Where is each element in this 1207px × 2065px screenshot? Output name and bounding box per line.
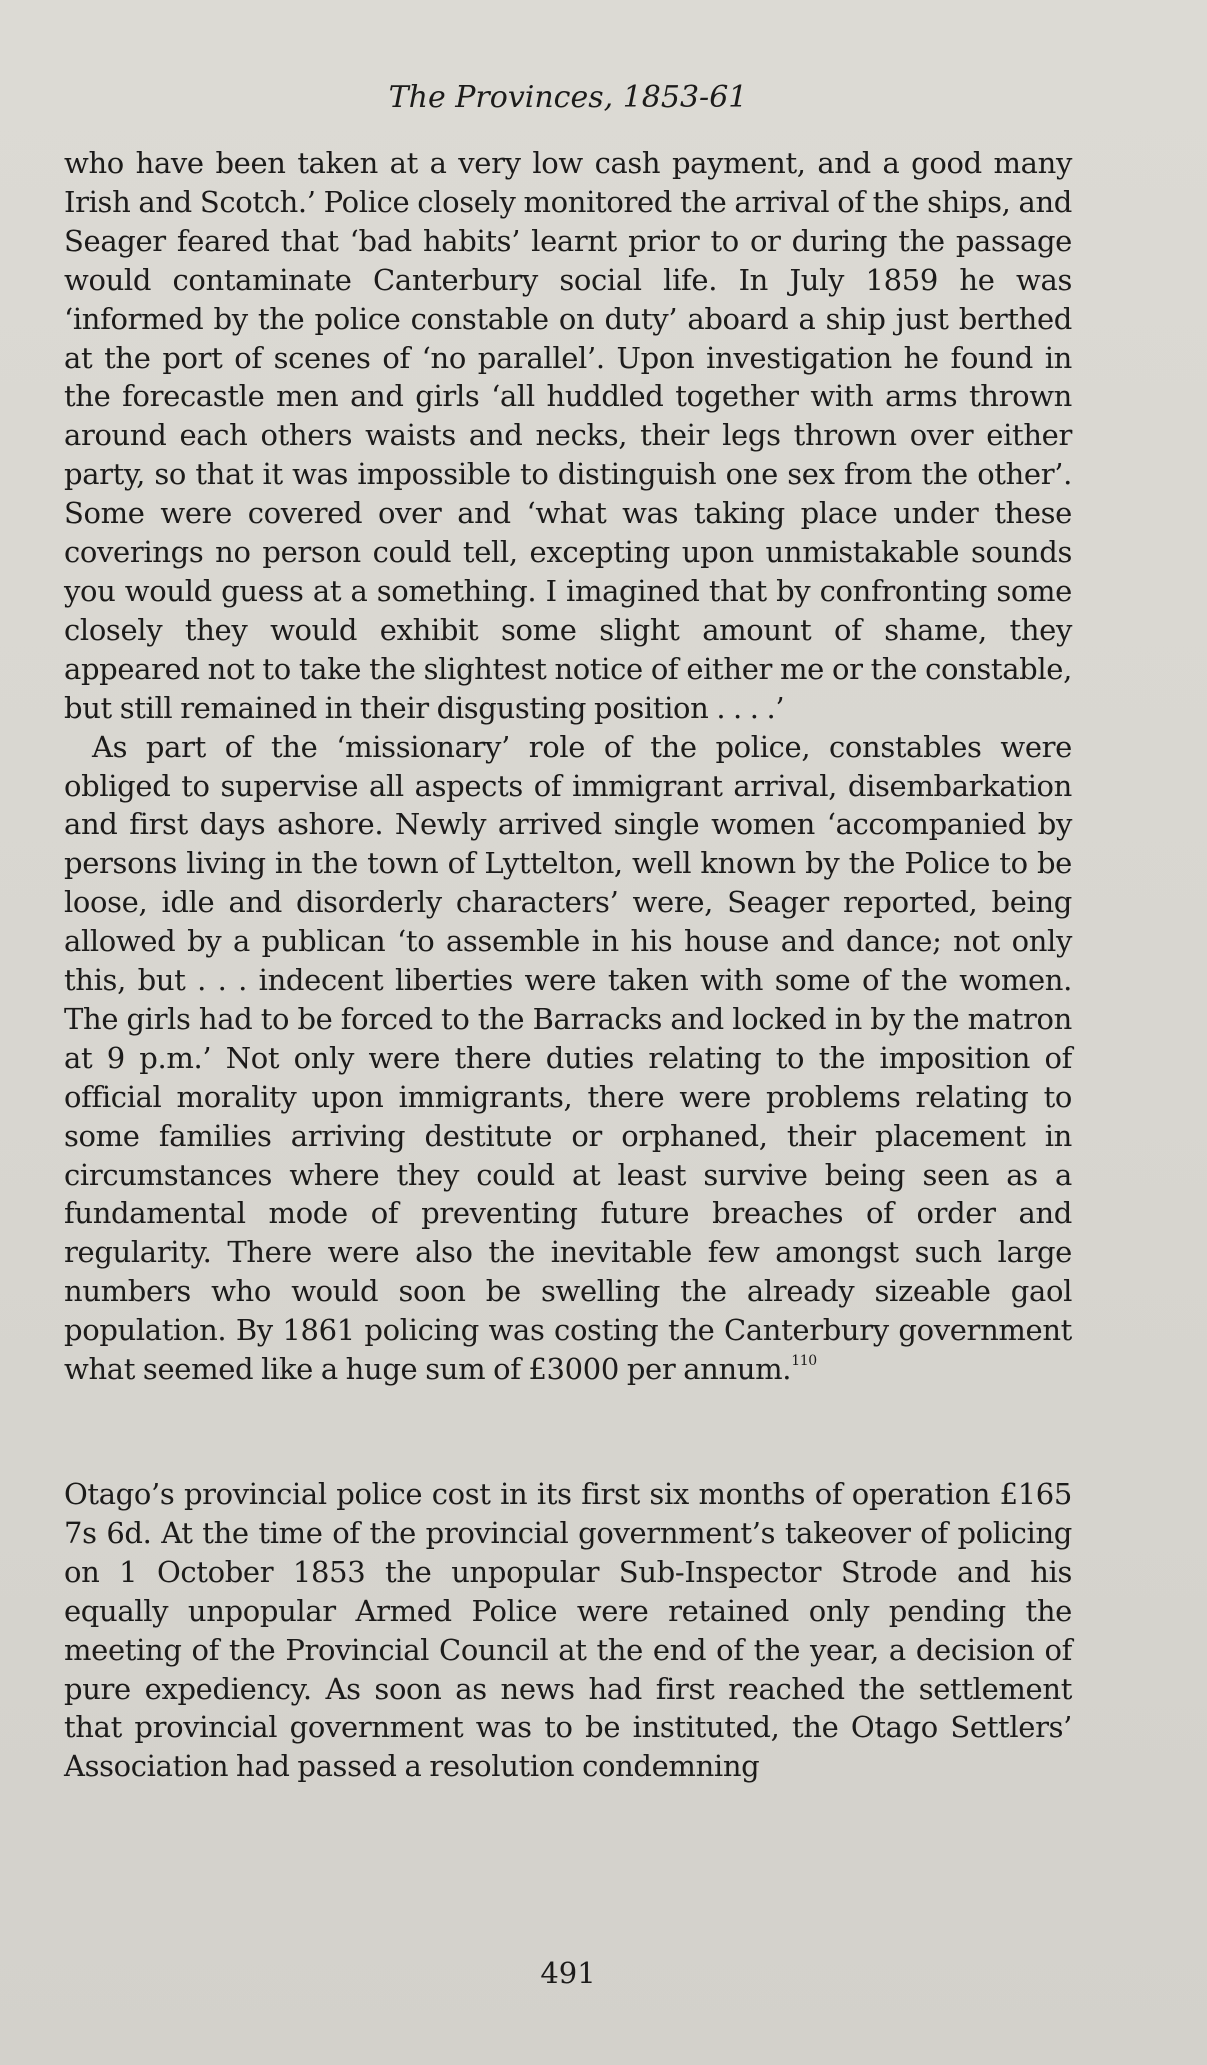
running-head: The Provinces, 1853-61 (388, 80, 748, 115)
section-break (64, 1389, 1072, 1475)
page-number: 491 (540, 1956, 596, 1990)
body-text (64, 144, 1072, 1786)
paragraph-1: who have been taken at a very low cash payment, and a good many Irish and Scotch.’ Police closely monitored the arrival of the ships, and Seager feared that ‘bad habits’ learnt prior to or during the passage would contaminate Canterbury social life. In July 1859 he was ‘informed by the police constable on duty’ aboard a ship just berthed at the port of scenes of ‘no parallel’. Upon investigation he found in the forecastle men and girls ‘all huddled together with arms thrown around each others waists and necks, their legs thrown over either party, so that it was impossible to distinguish one sex from the other’. Some were covered over and ‘what was taking place under these coverings no person could tell, excepting upon unmistakable sounds you would guess at a something. I imagined that by confronting some closely they would exhibit some slight amount of shame, they appeared not to take the slightest notice of either me or the constable, but still remained in their disgusting position . . . .’ (64, 146, 1072, 725)
paragraph-2-text: As part of the ‘missionary’ role of the police, constables were obliged to supervise all aspects of immigrant arrival, disembarkation and first days ashore. Newly arrived single women ‘accompanied by persons living in the town of Lyttelton, well known by the Police to be loose, idle and disorderly characters’ were, Seager reported, being allowed by a publican ‘to assemble in his house and dance; not only this, but . . . indecent liberties were taken with some of the women. The girls had to be forced to the Barracks and locked in by the matron at 9 p.m.’ Not only were there duties relating to the imposition of official morality upon immigrants, there were problems relating to some families arriving destitute or orphaned, their placement in circumstances where they could at least survive being seen as a fundamental mode of preventing future breaches of order and regularity. There were also the inevitable few amongst such large numbers who would soon be swelling the already sizeable gaol population. By 1861 policing was costing the Canterbury government what seemed like a huge sum of £3000 per annum. (64, 729, 1072, 1387)
paragraph-3: Otago’s provincial police cost in its first six months of operation £165 7s 6d. At the time of the provincial government’s takeover of policing on 1 October 1853 the unpopular Sub-Inspector Strode and his equally unpopular Armed Police were retained only pending the meeting of the Provincial Council at the end of the year, a decision of pure expediency. As soon as news had first reached the settlement that provincial government was to be instituted, the Otago Settlers’ Association had passed a resolution condemning (64, 1477, 1072, 1784)
paragraph-2 (64, 728, 1072, 1389)
footnote-reference: 110 (791, 1353, 817, 1370)
